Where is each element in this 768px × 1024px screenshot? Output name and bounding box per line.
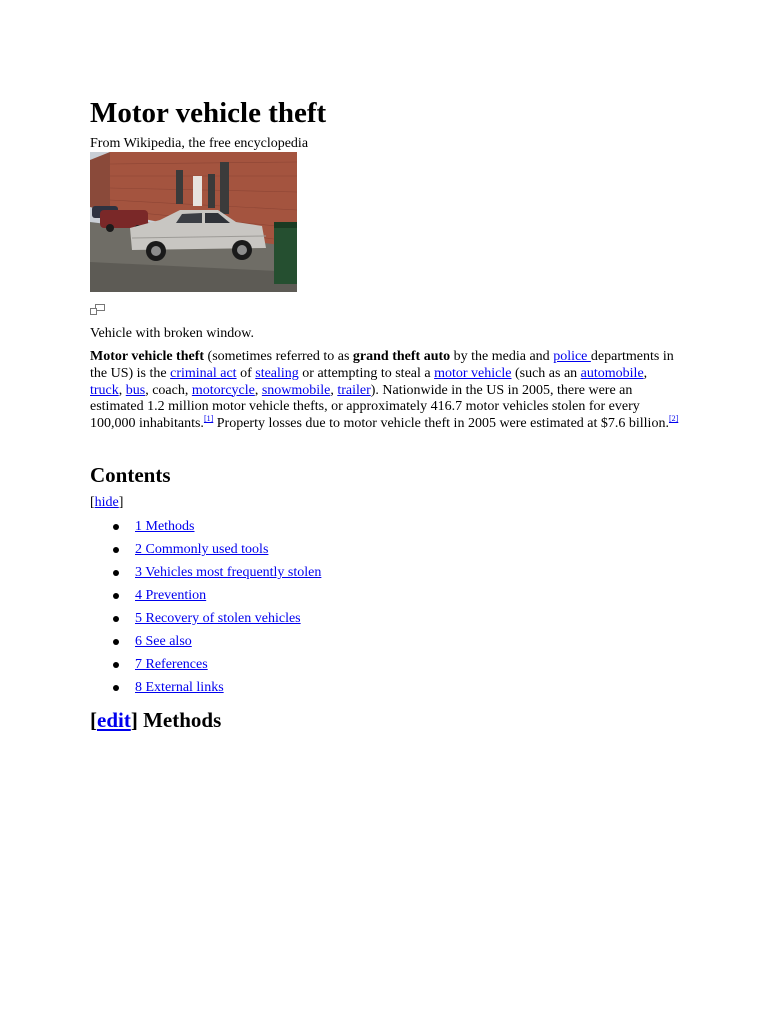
- reference-link-1[interactable]: [1]: [203, 414, 214, 424]
- lead-text: , coach,: [145, 382, 192, 398]
- bullet-icon: [113, 616, 119, 622]
- site-tagline: From Wikipedia, the free encyclopedia: [90, 136, 309, 151]
- toc-link-see-also[interactable]: 6 See also: [135, 634, 192, 649]
- toc-item: [90, 653, 321, 676]
- toc-item: [90, 630, 321, 653]
- lead-text: ). Nationwide in the US in 2005, there were an estimated 1.2 million motor vehicle thefts, or approximately 416.7 motor vehicles stolen for every 100,000 inhabitants.: [90, 382, 640, 432]
- article-image[interactable]: [90, 152, 297, 292]
- lead-term: Motor vehicle theft: [90, 349, 205, 364]
- toc-link-commonly-used-tools[interactable]: 2 Commonly used tools: [135, 542, 269, 557]
- toc-item: [90, 538, 321, 561]
- section-heading-methods: [90, 706, 221, 734]
- lead-text: Property losses due to motor vehicle theft in 2005 were estimated at $7.6 billion.: [213, 416, 669, 432]
- bullet-icon: [113, 524, 119, 530]
- bullet-icon: [113, 662, 119, 668]
- lead-text: of: [236, 365, 256, 381]
- link-bus[interactable]: bus: [125, 382, 146, 398]
- link-criminal-act[interactable]: criminal act: [170, 365, 237, 381]
- toc-bracket: [: [90, 495, 95, 510]
- bullet-icon: [113, 570, 119, 576]
- toc-item: [90, 607, 321, 630]
- toc-item: [90, 515, 321, 538]
- link-motor-vehicle[interactable]: motor vehicle: [434, 365, 512, 381]
- link-truck[interactable]: truck: [90, 382, 119, 398]
- toc-toggle: [90, 494, 123, 512]
- toc-hide-link[interactable]: hide: [94, 495, 119, 510]
- car-photo-illustration: [90, 152, 297, 292]
- lead-text: ,: [330, 382, 338, 398]
- lead-alias: grand theft auto: [352, 349, 451, 364]
- link-stealing[interactable]: stealing: [255, 365, 299, 381]
- reference-link-2[interactable]: [2]: [668, 414, 679, 424]
- toc-item: [90, 676, 321, 699]
- lead-text: ,: [643, 365, 648, 381]
- page-title: Motor vehicle theft: [90, 97, 327, 129]
- edit-section-link[interactable]: edit: [97, 708, 131, 732]
- toc-list: [90, 515, 321, 699]
- bullet-icon: [113, 685, 119, 691]
- toc-link-prevention[interactable]: 4 Prevention: [135, 588, 207, 603]
- lead-text: (such as an: [511, 365, 581, 381]
- lead-text: by the media and: [450, 349, 554, 364]
- lead-text: departments in the US) is the: [90, 349, 674, 381]
- section-title: Methods: [137, 708, 222, 732]
- edit-bracket: [: [90, 708, 97, 732]
- toc-title: Contents: [90, 463, 171, 487]
- magnify-clip-icon[interactable]: [90, 302, 105, 313]
- bullet-icon: [113, 593, 119, 599]
- lead-text: ,: [118, 382, 126, 398]
- toc-link-methods[interactable]: 1 Methods: [135, 519, 195, 534]
- image-caption: Vehicle with broken window.: [90, 326, 254, 341]
- lead-text: (sometimes referred to as: [204, 349, 353, 364]
- toc-link-vehicles-most-frequently-stolen[interactable]: 3 Vehicles most frequently stolen: [135, 565, 322, 580]
- toc-item: [90, 584, 321, 607]
- link-snowmobile[interactable]: snowmobile: [261, 382, 331, 398]
- toc-item: [90, 561, 321, 584]
- bullet-icon: [113, 547, 119, 553]
- link-motorcycle[interactable]: motorcycle: [191, 382, 255, 398]
- bullet-icon: [113, 639, 119, 645]
- link-trailer[interactable]: trailer: [337, 382, 371, 398]
- edit-bracket: ]: [130, 708, 138, 732]
- toc-link-references[interactable]: 7 References: [135, 657, 208, 672]
- link-police[interactable]: police: [553, 349, 591, 364]
- lead-text: or attempting to steal a: [298, 365, 435, 381]
- toc-link-external-links[interactable]: 8 External links: [135, 680, 224, 695]
- toc-bracket: ]: [118, 495, 124, 510]
- lead-text: ,: [254, 382, 262, 398]
- link-automobile[interactable]: automobile: [580, 365, 644, 381]
- toc-link-recovery[interactable]: 5 Recovery of stolen vehicles: [135, 611, 301, 626]
- lead-paragraph: [90, 349, 680, 433]
